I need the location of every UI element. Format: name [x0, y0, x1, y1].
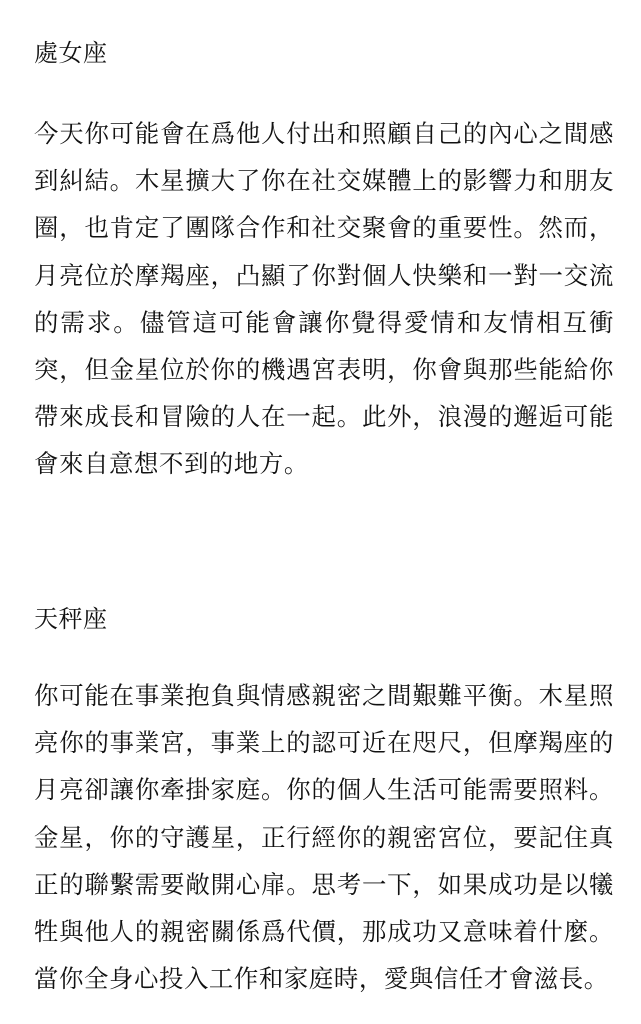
- libra-horoscope-text: 你可能在事業抱負與情感親密之間艱難平衡。木星照亮你的事業宮，事業上的認可近在咫尺，但摩羯座的月亮卻讓你牽掛家庭。你的個人生活可能需要照料。金星，你的守護星，正行經你的親密宮位，要記住真正的聯繫需要敞開心扉。思考一下，如果成功是以犧牲與他人的親密關係爲代價，那成功又意味着什麼。當你全身心投入工作和家庭時，愛與信任才會滋長。: [34, 681, 614, 994]
- libra-heading: 天秤座: [34, 605, 108, 633]
- virgo-horoscope-text: 今天你可能會在爲他人付出和照顧自己的內心之間感到糾結。木星擴大了你在社交媒體上的影響力和朋友圈，也肯定了團隊合作和社交聚會的重要性。然而，月亮位於摩羯座，凸顯了你對個人快樂和一對一交流的需求。儘管這可能會讓你覺得愛情和友情相互衝突，但金星位於你的機遇宮表明，你會與那些能給你帶來成長和冒險的人在一起。此外，浪漫的邂逅可能會來自意想不到的地方。: [34, 119, 614, 479]
- virgo-heading: 處女座: [34, 39, 108, 67]
